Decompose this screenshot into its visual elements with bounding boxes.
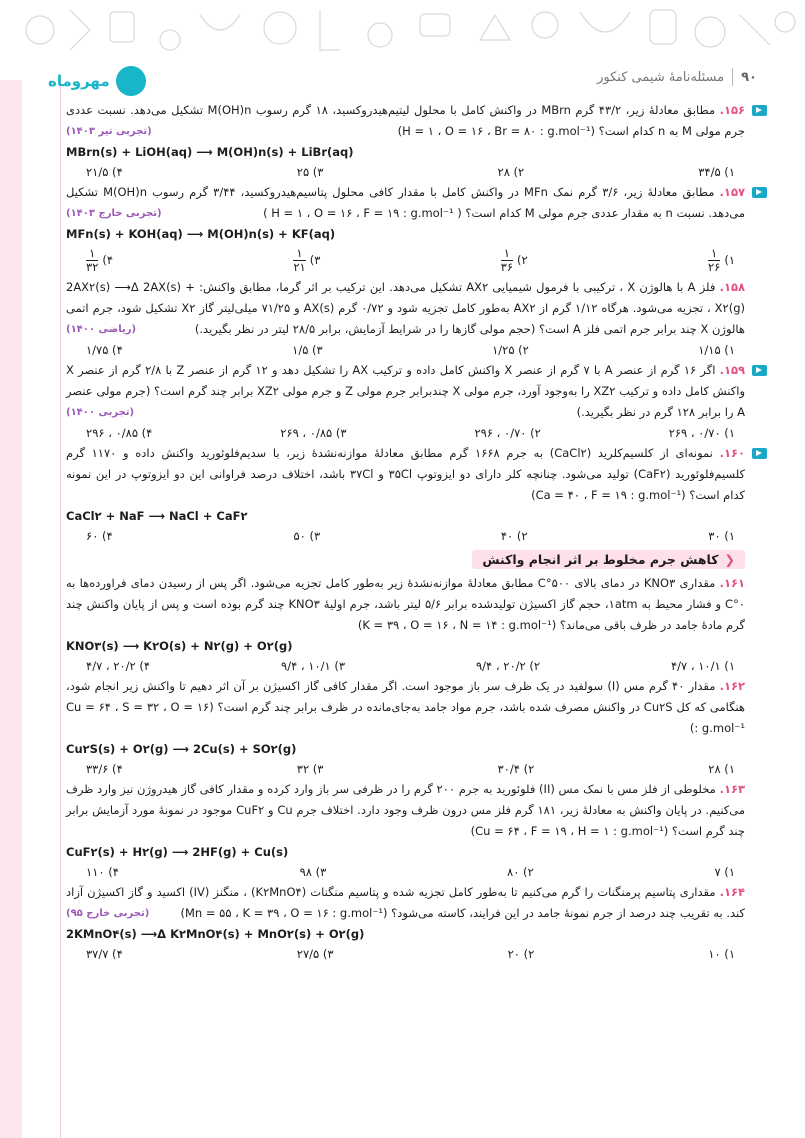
question-number: ۱۶۰. [719, 446, 745, 460]
question-text: نمونه‌ای از کلسیم‌کلرید (CaCl۲) به جرم ۱۶۶۸ گرم مطابق معادلهٔ موازنه‌نشدهٔ زیر، با سدیم‌فلوئورید واکنش داده و ۱۱۷۰ گرم کلسیم‌فلوئورید (CaF۲) تولید می‌شود. چنانچه کلر دارای دو ایزوتوپ ۳۵Cl و ۳۷Cl باشد، اختلاف درصد فراوانی این دو ایزوتوپ در این نمونه کدام است؟ (Ca = ۴۰ ، F = ۱۹ : g.mol⁻¹) [66, 446, 745, 502]
option-3[interactable]: ۳) ۲۵ [296, 165, 324, 179]
question-source: (تجربی خارج ۹۵) [66, 908, 150, 919]
question-text: فلز A با هالوژن X ، ترکیبی با فرمول شیمیایی AX۲ تشکیل می‌دهد. این ترکیب بر اثر گرما، مطابق واکنش: 2AX۲(s) ⟶Δ 2AX(s) + X۲(g) ، تجزیه می‌شود. هرگاه ۱/۱۲ گرم از AX۲ به‌طور کامل تجزیه شود و ۰/۷۲ گرم AX(s) و ۷۱/۲۵ میلی‌لیتر گاز X۲ تشکیل شود، جرم اتمی هالوژن X چند برابر جرم اتمی فلز A است؟ (حجم مولی گازها را در شرایط آزمایش، برابر ۲۸/۵ لیتر در نظر بگیرید.) [66, 280, 745, 336]
page-header [40, 62, 765, 96]
question-text: مطابق معادلهٔ زیر، ۳/۶ گرم نمک MFn در واکنش کامل با مقدار کافی محلول پتاسیم‌هیدروکسید، ۳/۴۴ گرم رسوب M(OH)n تشکیل می‌دهد. نسبت n به مقدار عددی جرم مولی M کدام است؟ ( H = ۱ ، O = ۱۶ ، F = ۱۹ : g.mol⁻¹ ) [66, 185, 745, 220]
answer-options [66, 423, 745, 443]
option-2[interactable]: ۲) ۸۰ [507, 865, 534, 879]
option-4[interactable]: ۴) ۱/۷۵ [86, 343, 123, 357]
option-1[interactable]: ۱) ۳۰ [708, 529, 735, 543]
question-text: مقدار ۴۰ گرم مس (I) سولفید در یک ظرف سر باز موجود است. اگر مقدار کافی گاز اکسیژن بر آن اثر دهیم تا واکنش زیر انجام شود، هنگامی که کل Cu۲S در واکنش مصرف شده باشد، جرم مواد جامد به‌جای‌مانده در ظرف برابر چند گرم است؟ (Cu = ۶۴ ، S = ۳۲ ، O = ۱۶ : g.mol⁻¹) [66, 679, 745, 735]
option-3[interactable]: ۳) ۱/۵ [292, 343, 323, 357]
running-head [597, 68, 757, 86]
question-text: مخلوطی از فلز مس با نمک مس (II) فلوئورید به جرم ۲۰۰ گرم را در ظرفی سر باز وارد کرده و مقدار کافی گاز هیدروژن نیز وارد ظرف می‌کنیم. در پایان واکنش به معادلهٔ زیر، ۱۸۱ گرم فلز مس درون ظرف وجود دارد. اختلاف جرم Cu و CuF۲ موجود در نمونهٔ مورد آزمایش برابر چند گرم است؟ (Cu = ۶۴ ، F = ۱۹ ، H = ۱ : g.mol⁻¹) [66, 782, 746, 838]
option-4[interactable]: ۴) ۲۱/۵ [86, 165, 123, 179]
option-3[interactable]: ۳) ۳۲ [296, 762, 324, 776]
option-3[interactable]: ۳) ۹۸ [299, 865, 327, 879]
answer-options [66, 656, 745, 676]
question-source: (تجربی خارج ۱۴۰۳) [66, 208, 162, 219]
question-number: ۱۵۸. [719, 280, 746, 294]
reaction-equation: MFn(s) + KOH(aq) ⟶ M(OH)n(s) + KF(aq) [66, 227, 336, 241]
option-2[interactable]: ۲) $\frac{۱}{۳۶}$ [500, 246, 528, 274]
option-1[interactable]: ۱) ۳۴/۵ [698, 165, 735, 179]
option-1[interactable]: ۱) ۲۸ [708, 762, 735, 776]
option-1[interactable]: ۱) ۷ [714, 865, 735, 879]
reaction-equation: 2KMnO۴(s) ⟶Δ K۲MnO۴(s) + MnO۲(s) + O۲(g) [66, 927, 365, 941]
option-2[interactable]: ۲) ۲۰/۲ ، ۹/۴ [476, 659, 541, 673]
butterfly-logo-icon [116, 66, 146, 96]
section-heading [66, 550, 745, 569]
question-number: ۱۶۴. [719, 885, 746, 899]
option-1[interactable]: ۱) ۱/۱۵ [698, 343, 735, 357]
header-divider [732, 68, 733, 86]
logo-text: مهروماه [48, 72, 110, 90]
reaction-equation: KNO۳(s) ⟶ K۲O(s) + N۲(g) + O۲(g) [66, 639, 293, 653]
answer-options [66, 340, 745, 360]
option-2[interactable]: ۲) ۳۰/۴ [497, 762, 535, 776]
question-number: ۱۶۱. [719, 576, 745, 590]
question-source: (تجربی تیر ۱۴۰۳) [66, 126, 152, 137]
answer-options [66, 862, 745, 882]
option-4[interactable]: ۴) ۳۷/۷ [86, 947, 123, 961]
option-1[interactable]: ۱) ۱۰/۱ ، ۴/۷ [670, 659, 735, 673]
answer-options [66, 162, 745, 182]
option-2[interactable]: ۲) ۲۸ [497, 165, 525, 179]
option-2[interactable]: ۲) ۴۰ [500, 529, 528, 543]
option-1[interactable]: ۱) ۰/۷۰ ، ۲۶۹ [668, 426, 735, 440]
option-3[interactable]: ۳) ۲۷/۵ [296, 947, 334, 961]
question-164 [66, 882, 745, 924]
question-source: (تجربی ۱۴۰۰) [66, 407, 135, 418]
reaction-equation: MBrn(s) + LiOH(aq) ⟶ M(OH)n(s) + LiBr(aq) [66, 145, 354, 159]
question-158 [66, 277, 745, 340]
option-3[interactable]: ۳) ۵۰ [293, 529, 321, 543]
book-title: مسئله‌نامهٔ شیمی کنکور [597, 69, 725, 85]
question-157 [66, 182, 745, 224]
option-2[interactable]: ۲) ۰/۷۰ ، ۲۹۶ [474, 426, 541, 440]
question-number: ۱۶۲. [719, 679, 746, 693]
page-side-strip [0, 80, 22, 1138]
margin-line [60, 80, 61, 1138]
section-title-box [472, 550, 745, 569]
question-source: (ریاضی ۱۴۰۰) [66, 324, 137, 335]
question-text: مقداری پتاسیم پرمنگنات را گرم می‌کنیم تا به‌طور کامل تجزیه شده و پتاسیم منگنات (K۲MnO۴) ، منگنز (IV) اکسید و گاز اکسیژن آزاد کند. به تقریب چند درصد از جرم نمونهٔ جامد در این فرایند، کاسته می‌شود؟ (Mn = ۵۵ ، K = ۳۹ ، O = ۱۶ : g.mol⁻¹) [66, 885, 745, 920]
question-flag-icon [752, 187, 767, 198]
question-text: اگر ۱۶ گرم از عنصر A با ۷ گرم از عنصر X واکنش کامل داده و ترکیب AX را تشکیل دهد و ۱۲ گرم از عنصر Z با ۲/۸ گرم از عنصر X واکنش کامل داده و ترکیب XZ۲ را به‌وجود آورد، جرم مولی X چندبرابر جرم مولی Z و جرم مولی XZ۲ برابر چند گرم است؟ (جرم مولی عنصر A را برابر ۱۲۸ گرم در نظر بگیرید.) [66, 363, 746, 419]
question-text: مطابق معادلهٔ زیر، ۴۳/۲ گرم MBrn در واکنش کامل با محلول لیتیم‌هیدروکسید، ۱۸ گرم رسوب M(OH)n تشکیل می‌دهد. نسبت عددی جرم مولی M به n کدام است؟ (H = ۱ ، O = ۱۶ ، Br = ۸۰ : g.mol⁻¹) [66, 103, 745, 138]
option-1[interactable]: ۱) ۱۰ [708, 947, 735, 961]
option-3[interactable]: ۳) ۰/۸۵ ، ۲۶۹ [280, 426, 347, 440]
reaction-equation: Cu۲S(s) + O۲(g) ⟶ 2Cu(s) + SO۲(g) [66, 742, 297, 756]
answer-options [66, 526, 745, 546]
option-4[interactable]: ۴) ۰/۸۵ ، ۲۹۶ [86, 426, 153, 440]
question-number: ۱۶۳. [719, 782, 745, 796]
option-1[interactable]: ۱) $\frac{۱}{۲۶}$ [707, 246, 735, 274]
reaction-equation: CaCl۲ + NaF ⟶ NaCl + CaF۲ [66, 509, 248, 523]
reaction-equation: CuF۲(s) + H۲(g) ⟶ 2HF(g) + Cu(s) [66, 845, 289, 859]
question-number: ۱۵۷. [719, 185, 745, 199]
section-title: کاهش جرم مخلوط بر اثر انجام واکنش [482, 552, 719, 567]
question-163 [66, 779, 745, 842]
answer-options [66, 247, 745, 274]
option-4[interactable]: ۴) $\frac{۱}{۳۲}$ [86, 246, 114, 274]
option-4[interactable]: ۴) ۲۰/۲ ، ۴/۷ [86, 659, 151, 673]
question-number: ۱۵۶. [719, 103, 745, 117]
answer-options [66, 759, 745, 779]
question-number: ۱۵۹. [719, 363, 746, 377]
question-flag-icon [752, 105, 767, 116]
question-text: مقداری KNO۳ در دمای بالای ۵۰۰°C مطابق معادلهٔ موازنه‌نشدهٔ زیر به‌طور کامل تجزیه می‌شود. اگر پس از رسیدن دمای فراورده‌ها به ۰°C و فشار محیط به ۱atm، حجم گاز اکسیژن تولیدشده برابر ۵/۶ لیتر باشد، جرم اولیهٔ KNO۳ چند گرم بوده است و پس از پایان واکنش چند گرم مادهٔ جامد در ظرف باقی می‌ماند؟ (K = ۳۹ ، O = ۱۶ ، N = ۱۴ : g.mol⁻¹) [66, 576, 745, 632]
question-156 [66, 100, 745, 142]
option-2[interactable]: ۲) ۱/۲۵ [492, 343, 529, 357]
question-162 [66, 676, 745, 739]
question-flag-icon [752, 365, 767, 376]
question-list [66, 100, 745, 964]
chevron-left-icon: ❮ [724, 552, 735, 567]
question-160 [66, 443, 745, 506]
option-3[interactable]: ۳) ۱۰/۱ ، ۹/۴ [281, 659, 346, 673]
option-2[interactable]: ۲) ۲۰ [507, 947, 535, 961]
page-number: ۹۰ [741, 69, 757, 85]
option-4[interactable]: ۴) ۳۳/۶ [86, 762, 123, 776]
option-4[interactable]: ۴) ۱۱۰ [86, 865, 119, 879]
question-159 [66, 360, 745, 423]
question-flag-icon [752, 448, 767, 459]
option-3[interactable]: ۳) $\frac{۱}{۲۱}$ [293, 246, 321, 274]
option-4[interactable]: ۴) ۶۰ [86, 529, 113, 543]
brand-logo [48, 66, 146, 96]
answer-options [66, 944, 745, 964]
question-161 [66, 573, 745, 636]
